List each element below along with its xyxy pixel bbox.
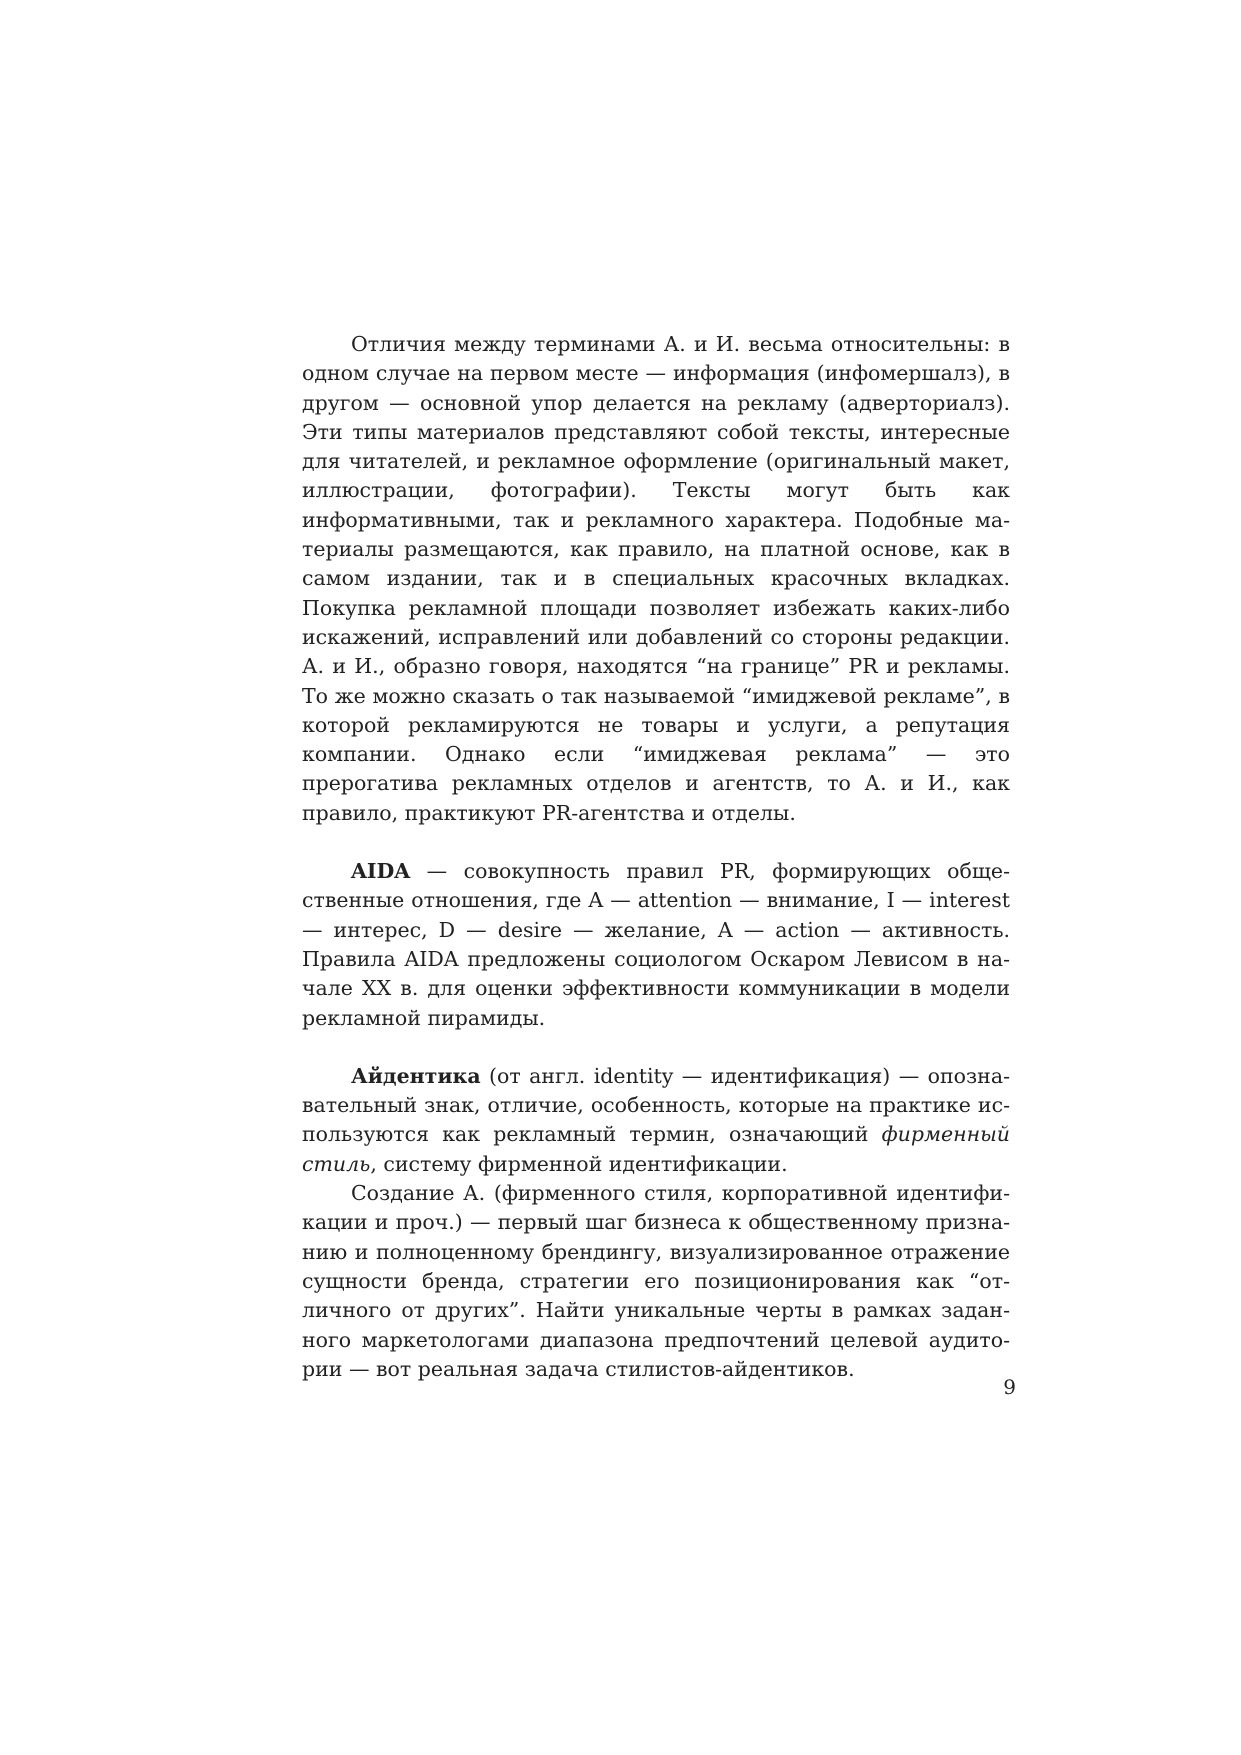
paragraph-identika-creation: Создание А. (фирменного стиля, корпоративной идентификации и проч.) — первый шаг бизнеса к общественному признанию и полноценному брендингу, визуализированное отражение сущности бренда, стратегии его позиционирования как “отличного от других”. Найти уникальные черты в рамках заданного маркетологами диапазона предпочтений целевой аудитории — вот реальная задача стилистов-айдентиков. (302, 1181, 1010, 1381)
identika-definition-end: , систему фирменной идентификации. (370, 1151, 788, 1176)
term-identika: Айдентика (351, 1063, 481, 1088)
paragraph-aida (302, 857, 1010, 1033)
identika-definition-start: (от англ. identity — идентификация) — опознавательный знак, отличие, особенность, которые на практике используются как рекламный термин, означающий (302, 1063, 1010, 1147)
paragraph-identika (302, 1062, 1010, 1179)
page-number: 9 (1003, 1375, 1016, 1399)
paragraph-inforials: Отличия между терминами А. и И. весьма относительны: в одном случае на первом месте — информация (инфомершалз), в другом — основной упор делается на рекламу (адверториалз). Эти типы материалов представляют собой тексты, интересные для читателей, и рекламное оформление (оригинальный макет, иллюстрации, фотографии). Тексты могут быть как информативными, так и рекламного характера. Подобные материалы размещаются, как правило, на платной основе, как в самом издании, так и в специальных красочных вкладках. Покупка рекламной площади позволяет избежать каких-либо искажений, исправлений или добавлений со стороны редакции. А. и И., образно говоря, находятся “на границе” PR и рекламы. То же можно сказать о так называемой “имиджевой рекламе”, в которой рекламируются не товары и услуги, а репутация компании. Однако если “имиджевая реклама” — это прерогатива рекламных отделов и агентств, то А. и И., как правило, практикуют PR-агентства и отделы. (302, 332, 1010, 825)
aida-definition: — совокупность правил PR, формирующих общественные отношения, где A — attention — внимание, I — interest — интерес, D — desire — желание, A — action — активность. Правила AIDA предложены социологом Оскаром Левисом в начале XX в. для оценки эффективности коммуникации в модели рекламной пирамиды. (302, 859, 1010, 1030)
term-aida: AIDA (351, 859, 411, 884)
identika-italic-term: фирменный стиль (302, 1122, 1010, 1176)
body-text (302, 330, 1010, 1384)
